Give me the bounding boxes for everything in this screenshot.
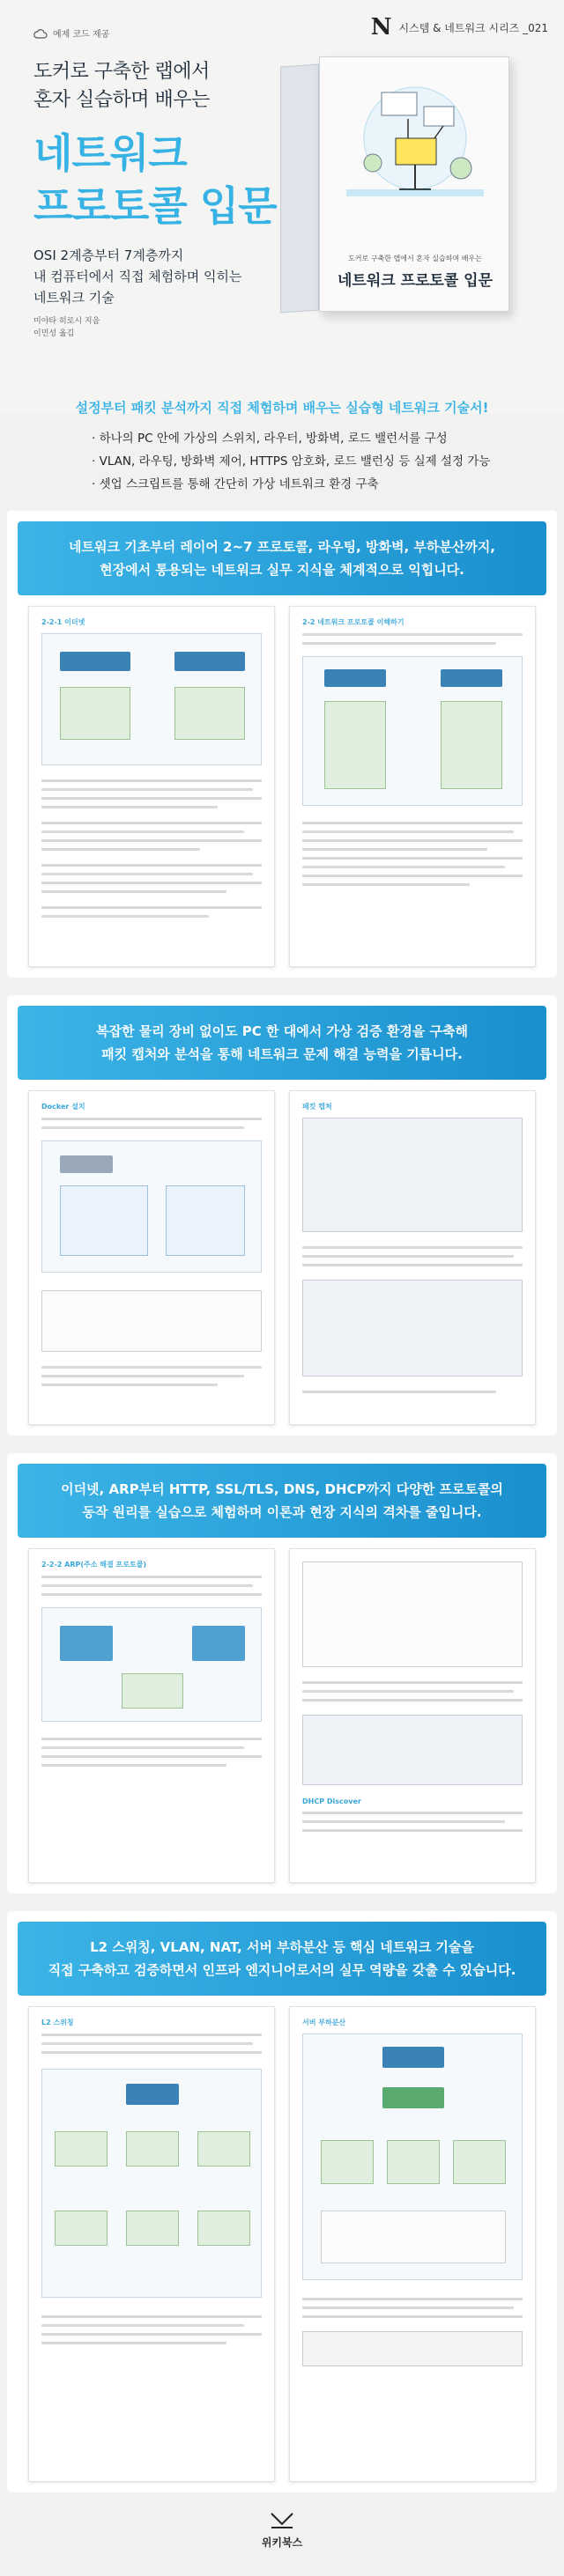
section-4 — [7, 1911, 557, 2492]
page-heading: L2 스위칭 — [41, 2019, 74, 2026]
cover-title: 네트워크 프로토콜 입문 — [337, 272, 494, 290]
title-line-1: 네트워크 — [33, 129, 187, 177]
authors — [33, 315, 100, 340]
sample-page-left — [28, 1090, 275, 1425]
feature-item: · 하나의 PC 안에 가상의 스위치, 라우터, 방화벽, 로드 밸런서를 구성 — [92, 432, 448, 446]
wireshark-screenshot — [302, 1118, 523, 1232]
section-3-line-1: 이더넷, ARP부터 HTTP, SSL/TLS, DNS, DHCP까지 다양한 프로토콜의 — [61, 1481, 503, 1497]
diagram — [41, 633, 262, 765]
diagram — [302, 656, 523, 806]
book-cover-image — [280, 56, 516, 321]
sample-page-right — [289, 1090, 536, 1425]
sample-page-left — [28, 1548, 275, 1883]
section-2-line-2: 패킷 캡처와 분석을 통해 네트워크 문제 해결 능력을 기릅니다. — [101, 1046, 463, 1062]
subtitle-line-1: 도커로 구축한 랩에서 — [33, 61, 210, 83]
section-1-line-1: 네트워크 기초부터 레이어 2~7 프로토콜, 라우팅, 방화벽, 부하분산까지, — [68, 539, 496, 555]
publisher-name: 위키북스 — [261, 2536, 303, 2549]
section-3-banner — [18, 1464, 546, 1538]
section-1 — [7, 511, 557, 978]
diagram — [41, 1140, 262, 1273]
page-heading: DHCP Discover — [302, 1797, 361, 1805]
publisher-logo — [0, 2510, 564, 2550]
page-heading: 서버 부하분산 — [302, 2019, 346, 2026]
section-2 — [7, 995, 557, 1436]
hero — [0, 0, 564, 414]
sample-page-left — [28, 606, 275, 967]
section-4-line-2: 직접 구축하고 검증하면서 인프라 엔지니어로서의 실무 역량을 갖출 수 있습니다. — [48, 1962, 516, 1978]
cover-subtitle: 도커로 구축한 랩에서 혼자 실습하며 배우는 — [348, 255, 482, 262]
feature-headline: 설정부터 패킷 분석까지 직접 체험하며 배우는 실습형 네트워크 기술서! — [75, 400, 489, 416]
sample-page-left — [28, 2006, 275, 2482]
section-4-line-1: L2 스위칭, VLAN, NAT, 서버 부하분산 등 핵심 네트워크 기술을 — [90, 1939, 474, 1955]
desc-line-2: 내 컴퓨터에서 직접 체험하며 익히는 — [33, 269, 242, 284]
desc-line-3: 네트워크 기술 — [33, 290, 115, 306]
page-heading: 2-2 네트워크 프로토콜 이해하기 — [302, 618, 404, 626]
badge-label: 예제 코드 제공 — [53, 30, 110, 40]
page-heading: 2-2-1 이더넷 — [41, 618, 85, 626]
publisher-mark-icon — [256, 2510, 308, 2531]
sample-page-right — [289, 2006, 536, 2482]
section-1-line-2: 현장에서 통용되는 네트워크 실무 지식을 체계적으로 익힙니다. — [100, 562, 464, 578]
desc-line-1: OSI 2계층부터 7계층까지 — [33, 247, 184, 263]
page-heading: 패킷 캡처 — [302, 1103, 332, 1111]
book-spine — [280, 63, 319, 313]
section-2-banner — [18, 1006, 546, 1080]
sample-page-right — [289, 606, 536, 967]
feature-item: · VLAN, 라우팅, 방화벽 제어, HTTPS 암호화, 로드 밸런싱 등 실제 설정 가능 — [92, 454, 491, 469]
section-3 — [7, 1453, 557, 1893]
translator-name: 이민성 옮김 — [33, 329, 75, 338]
diagram — [41, 1607, 262, 1722]
series-name: 시스템 & 네트워크 시리즈 _021 — [398, 21, 548, 34]
series-logo: N — [370, 14, 392, 41]
title-line-2: 프로토콜 입문 — [33, 182, 277, 230]
sample-page-right — [289, 1548, 536, 1883]
page-heading: 2-2-2 ARP(주소 해결 프로토콜) — [41, 1561, 147, 1568]
diagram — [302, 2033, 523, 2280]
example-code-badge — [33, 26, 109, 40]
capture-screenshot — [302, 1715, 523, 1785]
code-block — [302, 2331, 523, 2366]
section-1-banner — [18, 521, 546, 595]
cover-illustration — [320, 57, 510, 233]
section-2-line-1: 복잡한 물리 장비 없이도 PC 한 대에서 가상 검증 환경을 구축해 — [96, 1023, 468, 1039]
author-name: 미야타 히로시 지음 — [33, 317, 100, 326]
packet-detail-screenshot — [302, 1280, 523, 1377]
note-box — [41, 1290, 262, 1352]
series-label — [371, 16, 548, 39]
section-4-banner — [18, 1922, 546, 1996]
feature-item: · 셋업 스크립트를 통해 간단히 가상 네트워크 환경 구축 — [92, 477, 379, 491]
protocol-table — [302, 1561, 523, 1667]
subtitle-line-2: 혼자 실습하며 배우는 — [33, 89, 210, 111]
diagram — [41, 2069, 262, 2298]
page-heading: Docker 설치 — [41, 1103, 85, 1111]
cloud-icon — [33, 28, 48, 39]
section-3-line-2: 동작 원리를 실습으로 체험하며 이론과 현장 지식의 격차를 줄입니다. — [82, 1504, 482, 1520]
